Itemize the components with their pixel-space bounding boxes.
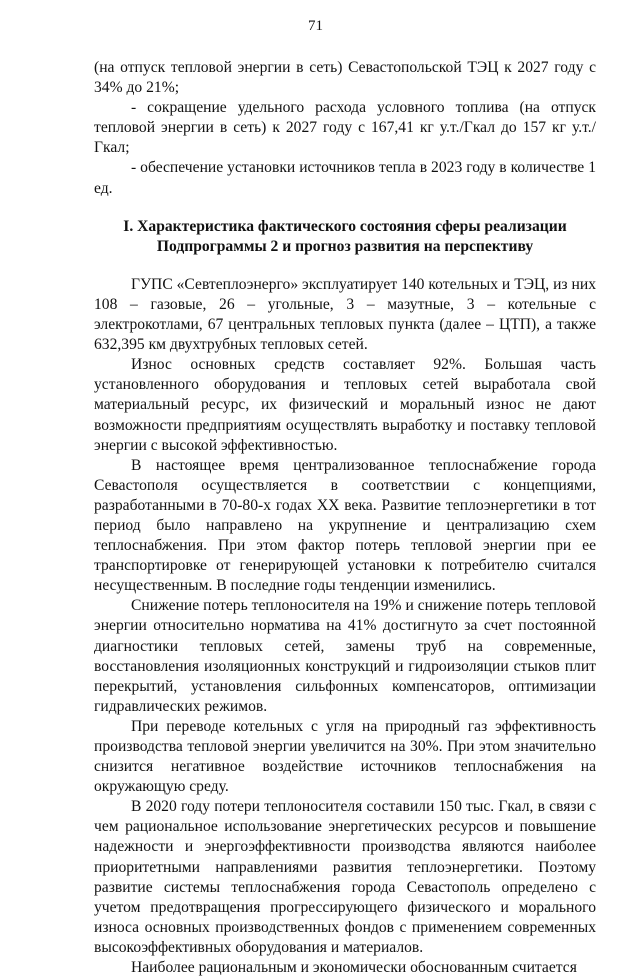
section-heading-line: Подпрограммы 2 и прогноз развития на перспективу <box>156 237 534 255</box>
paragraph: При переводе котельных с угля на природный газ эффективность производства тепловой энергии увеличится на 30%. При этом значительно снизится негативное воздействие источников теплоснабжения на окружающую среду. <box>94 717 596 796</box>
section-heading-line: I. Характеристика фактического состояния сферы реализации <box>123 217 567 235</box>
list-item: - обеспечение установки источников тепла в 2023 году в количестве 1 ед. <box>94 159 596 197</box>
paragraph: Снижение потерь теплоносителя на 19% и снижение потерь тепловой энергии относительно норматива на 41% достигнуто за счет постоянной диагностики тепловых сетей, замены труб на современные, восстановления изоляционных конструкций и гидроизоляции стыков плит перекрытий, установления сильфонных компенсаторов, оптимизации гидравлических режимов. <box>94 597 596 715</box>
section-heading <box>94 217 596 257</box>
document-body <box>94 58 596 978</box>
paragraph: Износ основных средств составляет 92%. Большая часть установленного оборудования и тепловых сетей выработала свой материальный ресурс, их физический и моральный износ не дают возможности предприятиям осуществлять выработку и поставку тепловой энергии с высокой эффективностью. <box>94 356 596 454</box>
paragraph: В настоящее время централизованное теплоснабжение города Севастополя осуществляется в соответствии с концепциями, разработанными в 70-80-х годах XX века. Развитие теплоэнергетики в тот период было направлено на укрупнение и централизацию схем теплоснабжения. При этом фактор потерь тепловой энергии при ее транспортировке от генерирующей установки к потребителю считался несущественным. В последние годы тенденции изменились. <box>94 456 596 595</box>
paragraph: ГУПС «Севтеплоэнерго» эксплуатирует 140 котельных и ТЭЦ, из них 108 – газовые, 26 – угольные, 3 – мазутные, 3 – котельные с электрокотлами, 67 центральных тепловых пункта (далее – ЦТП), а также 632,395 км двухтрубных тепловых сетей. <box>94 275 596 354</box>
paragraph: В 2020 году потери теплоносителя составили 150 тыс. Гкал, в связи с чем рациональное использование энергетических ресурсов и повышение надежности и энергоэффективности производства являются наиболее приоритетными направлениями развития теплоэнергетики. Поэтому развитие системы теплоснабжения города Севастополь определено с учетом предотвращения прогрессирующего физического и морального износа основных производственных фондов с применением современных высокоэффективных оборудования и материалов. <box>94 798 596 956</box>
paragraph: (на отпуск тепловой энергии в сеть) Севастопольской ТЭЦ к 2027 году с 34% до 21%; <box>94 59 596 97</box>
paragraph: Наиболее рациональным и экономически обоснованным считается <box>131 959 577 977</box>
page-number: 71 <box>308 18 323 34</box>
list-item: - сокращение удельного расхода условного топлива (на отпуск тепловой энергии в сеть) к 2027 году с 167,41 кг у.т./Гкал до 157 кг у.т./Гкал; <box>94 99 596 157</box>
